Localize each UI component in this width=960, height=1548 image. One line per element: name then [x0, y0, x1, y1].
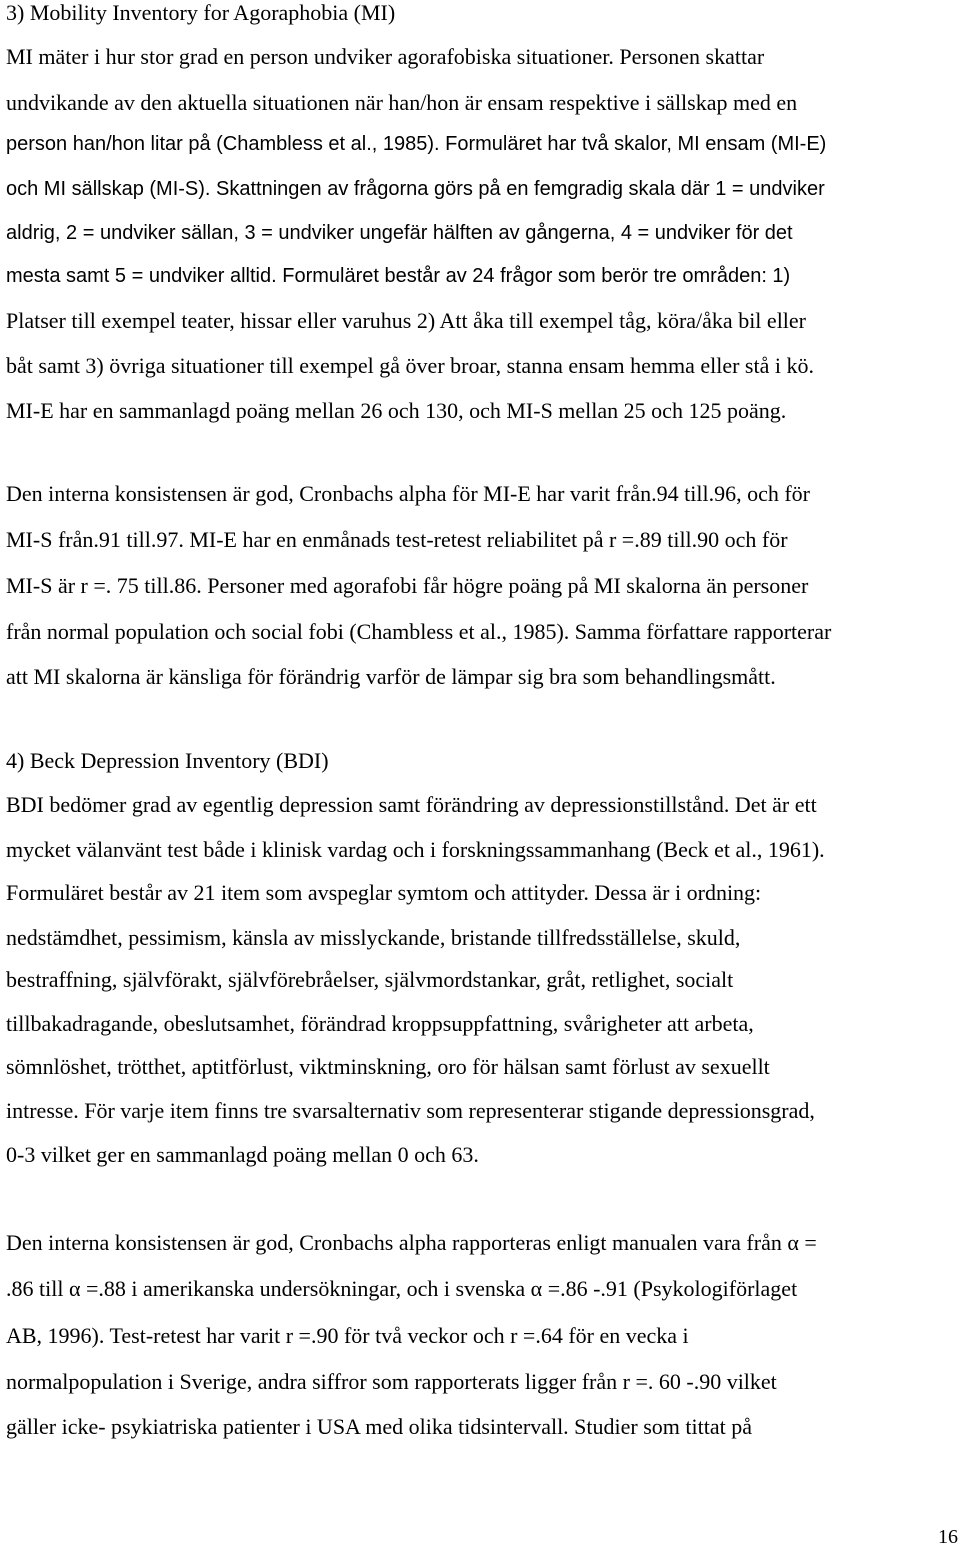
- bdi-p2-line-1: Den interna konsistensen är god, Cronbachs alpha rapporteras enligt manualen vara från α =: [6, 1230, 817, 1255]
- mi-p2-line-2: MI-S från.91 till.97. MI-E har en enmånads test-retest reliabilitet på r =.89 till.90 och för: [6, 527, 788, 552]
- bdi-p2-line-2: .86 till α =.88 i amerikanska undersökningar, och i svenska α =.86 -.91 (Psykologiförlaget: [6, 1276, 798, 1301]
- mi-p1-line-6: mesta samt 5 = undviker alltid. Formuläret består av 24 frågor som berör tre områden: 1): [6, 265, 791, 287]
- bdi-p2-line-3: AB, 1996). Test-retest har varit r =.90 för två veckor och r =.64 för en vecka i: [6, 1323, 689, 1348]
- mi-p1-line-8: båt samt 3) övriga situationer till exempel gå över broar, stanna ensam hemma eller stå i kö.: [6, 353, 814, 378]
- mi-p2-line-4: från normal population och social fobi (Chambless et al., 1985). Samma författare rapporterar: [6, 619, 832, 644]
- mi-p2-line-5: att MI skalorna är känsliga för förändrig varför de lämpar sig bra som behandlingsmått.: [6, 664, 776, 689]
- bdi-p1-line-4: nedstämdhet, pessimism, känsla av misslyckande, bristande tillfredsställelse, skuld,: [6, 925, 741, 950]
- page-number: 16: [938, 1526, 958, 1548]
- bdi-p1-line-7: sömnlöshet, trötthet, aptitförlust, viktminskning, oro för hälsan samt förlust av sexuellt: [6, 1054, 770, 1079]
- section-heading-mi: 3) Mobility Inventory for Agoraphobia (MI): [6, 0, 396, 25]
- mi-p2-line-3: MI-S är r =. 75 till.86. Personer med agorafobi får högre poäng på MI skalorna än personer: [6, 573, 809, 598]
- bdi-p1-line-1: BDI bedömer grad av egentlig depression samt förändring av depressionstillstånd. Det är ett: [6, 792, 817, 817]
- bdi-p2-line-4: normalpopulation i Sverige, andra siffror som rapporterats ligger från r =. 60 -.90 vilket: [6, 1369, 777, 1394]
- bdi-p2-line-5: gäller icke- psykiatriska patienter i USA med olika tidsintervall. Studier som tittat på: [6, 1414, 753, 1439]
- mi-p2-line-1: Den interna konsistensen är god, Cronbachs alpha för MI-E har varit från.94 till.96, och för: [6, 481, 810, 506]
- bdi-p1-line-3: Formuläret består av 21 item som avspeglar symtom och attityder. Dessa är i ordning:: [6, 880, 762, 905]
- bdi-p1-line-2: mycket välanvänt test både i klinisk vardag och i forskningssammanhang (Beck et al., 1961).: [6, 837, 825, 862]
- bdi-p1-line-8: intresse. För varje item finns tre svarsalternativ som representerar stigande depressionsgrad,: [6, 1098, 815, 1123]
- mi-p1-line-7: Platser till exempel teater, hissar eller varuhus 2) Att åka till exempel tåg, köra/åka bil eller: [6, 308, 807, 333]
- mi-p1-line-2: undvikande av den aktuella situationen när han/hon är ensam respektive i sällskap med en: [6, 90, 798, 115]
- mi-p1-line-3: person han/hon litar på (Chambless et al., 1985). Formuläret har två skalor, MI ensam (MI-E): [6, 133, 827, 155]
- bdi-p1-line-9: 0-3 vilket ger en sammanlagd poäng mellan 0 och 63.: [6, 1142, 479, 1167]
- bdi-p1-line-6: tillbakadragande, obeslutsamhet, förändrad kroppsuppfattning, svårigheter att arbeta,: [6, 1011, 754, 1036]
- mi-p1-line-1: MI mäter i hur stor grad en person undviker agorafobiska situationer. Personen skattar: [6, 44, 765, 69]
- mi-p1-line-9: MI-E har en sammanlagd poäng mellan 26 och 130, och MI-S mellan 25 och 125 poäng.: [6, 398, 787, 423]
- mi-p1-line-4: och MI sällskap (MI-S). Skattningen av frågorna görs på en femgradig skala där 1 = undviker: [6, 178, 825, 200]
- bdi-p1-line-5: bestraffning, självförakt, självförebråelser, självmordstankar, gråt, retlighet, socialt: [6, 967, 734, 992]
- section-heading-bdi: 4) Beck Depression Inventory (BDI): [6, 748, 329, 773]
- mi-p1-line-5: aldrig, 2 = undviker sällan, 3 = undviker ungefär hälften av gångerna, 4 = undviker för det: [6, 222, 793, 244]
